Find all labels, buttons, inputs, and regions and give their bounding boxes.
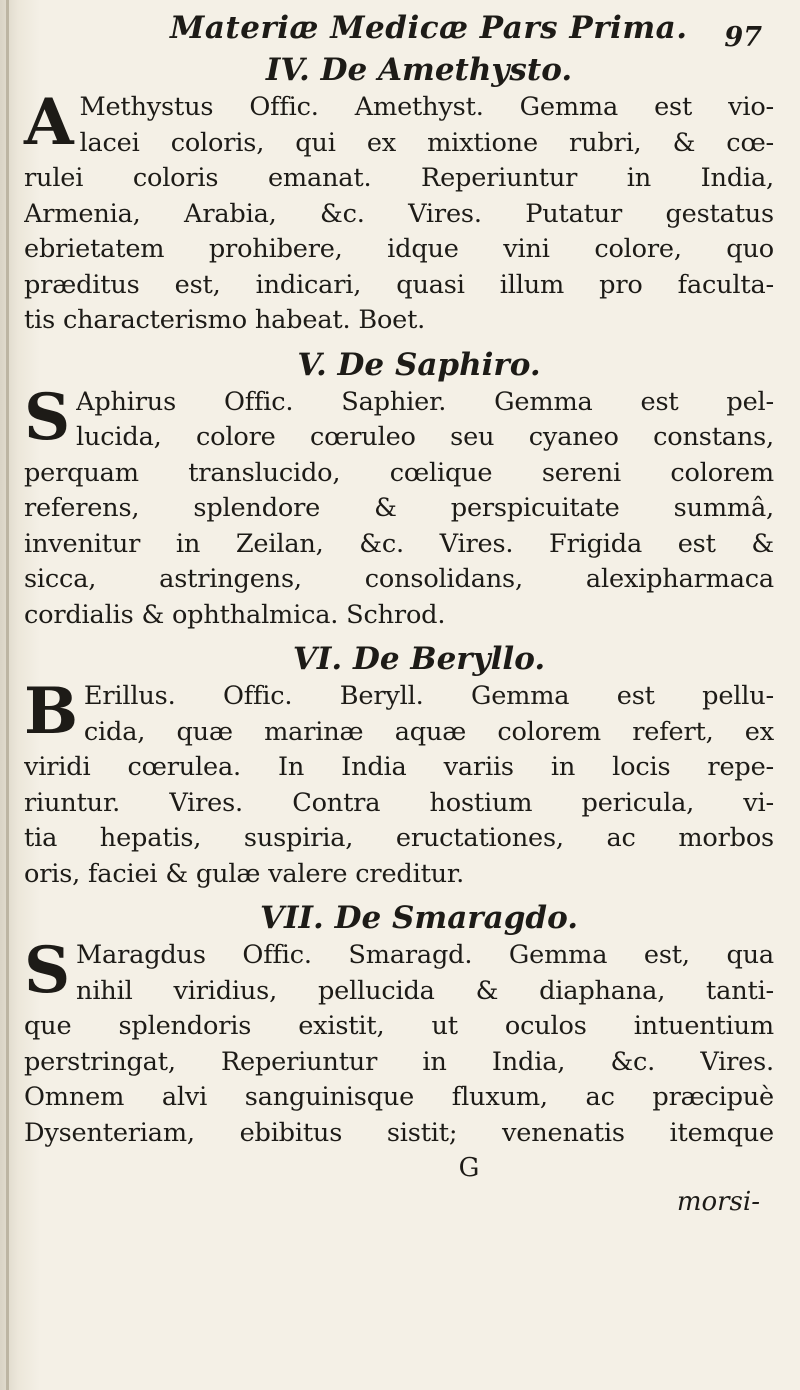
text-line: lacei coloris, qui ex mixtione rubri, & cœ- xyxy=(79,127,774,158)
section-body-amethysto xyxy=(24,85,774,339)
text-line: cida, quæ marinæ aquæ colorem refert, ex xyxy=(83,716,774,747)
text-line: Aphirus Offic. Saphier. Gemma est pel- xyxy=(76,386,774,417)
text-line: Maragdus Offic. Smaragd. Gemma est, qua xyxy=(76,940,774,970)
section-heading-smaragdo: VII. De Smaragdo. xyxy=(259,900,578,936)
text-line: tia hepatis, suspiria, eructationes, ac morbos xyxy=(24,823,774,853)
section-heading-saphiro: V. De Saphiro. xyxy=(297,346,541,383)
text-line: Dysenteriam, ebibitus sistit; venenatis itemque xyxy=(24,1117,774,1148)
signature-mark: G xyxy=(458,1153,480,1183)
text-line: rulei coloris emanat. Reperiuntur in India, xyxy=(24,163,774,193)
text-line: Erillus. Offic. Beryll. Gemma est pellu- xyxy=(83,681,774,711)
drop-cap: S xyxy=(24,933,71,1008)
text-line: invenitur in Zeilan, &c. Vires. Frigida est & xyxy=(24,528,774,559)
text-line: que splendoris existit, ut oculos intuentium xyxy=(24,1011,774,1041)
text-line: tis characterismo habeat. Boet. xyxy=(24,305,426,335)
text-line: Armenia, Arabia, &c. Vires. Putatur gestatus xyxy=(24,198,774,229)
running-head: Materiæ Medicæ Pars Prima. xyxy=(170,10,688,46)
section-heading-amethysto: IV. De Amethysto. xyxy=(265,52,573,88)
drop-cap: S xyxy=(24,379,71,455)
text-line: nihil viridius, pellucida & diaphana, tanti- xyxy=(76,975,774,1006)
text-block xyxy=(24,50,774,1219)
text-line: præditus est, indicari, quasi illum pro faculta- xyxy=(24,269,774,300)
page-header xyxy=(0,10,800,53)
drop-cap: A xyxy=(24,85,74,160)
drop-cap: B xyxy=(24,674,78,749)
section-heading-beryllo: VI. De Beryllo. xyxy=(292,641,546,677)
text-line: riuntur. Vires. Contra hostium pericula, vi- xyxy=(24,787,774,818)
text-line: ebrietatem prohibere, idque vini colore, quo xyxy=(24,234,774,264)
section-body-smaragdo xyxy=(24,933,774,1151)
section-body-beryllo xyxy=(24,674,774,892)
text-line: sicca, astringens, consolidans, alexipharmaca xyxy=(24,564,774,594)
text-line: lucida, colore cœruleo seu cyaneo constans, xyxy=(76,422,774,452)
text-line: perquam translucido, cœlique sereni colorem xyxy=(24,457,774,488)
text-line: perstringat, Reperiuntur in India, &c. Vires. xyxy=(24,1046,774,1077)
catchword: morsi- xyxy=(676,1187,760,1217)
page-gutter xyxy=(6,0,9,1390)
text-line: oris, faciei & gulæ valere creditur. xyxy=(24,858,465,889)
section-body-saphiro xyxy=(24,379,774,634)
text-line: cordialis & ophthalmica. Schrod. xyxy=(24,599,446,630)
page-number: 97 xyxy=(724,22,762,53)
text-line: Omnem alvi sanguinisque fluxum, ac præcipuè xyxy=(24,1082,774,1112)
text-line: referens, splendore & perspicuitate summâ, xyxy=(24,493,774,523)
text-line: viridi cœrulea. In India variis in locis repe- xyxy=(24,752,774,782)
text-line: Methystus Offic. Amethyst. Gemma est vio- xyxy=(79,92,774,122)
